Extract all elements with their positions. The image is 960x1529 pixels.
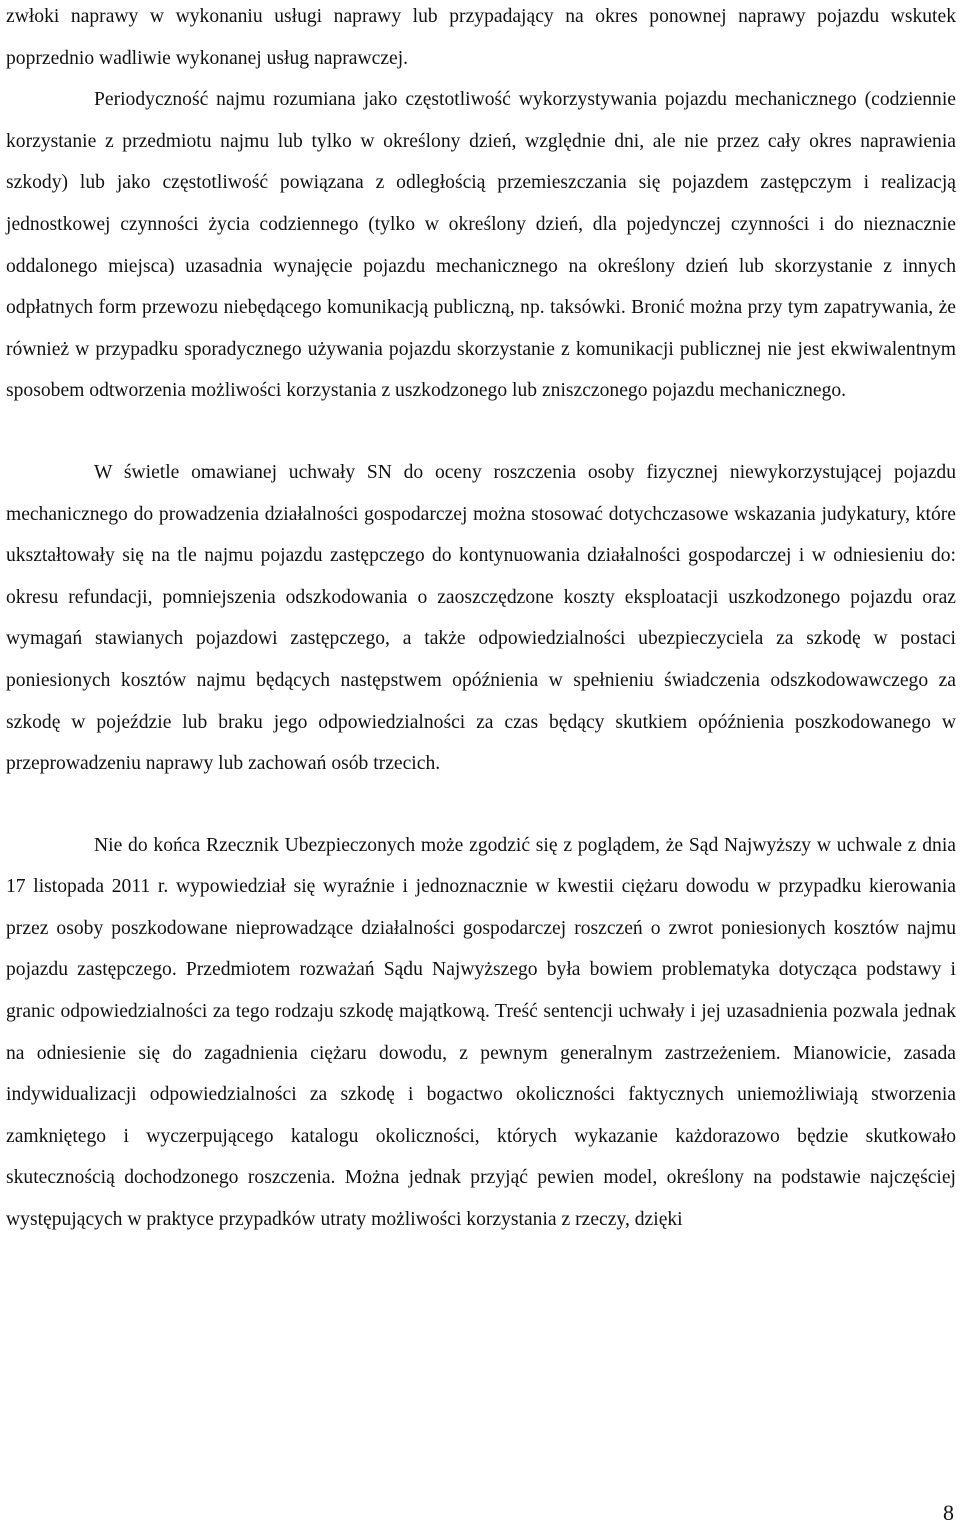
paragraph-ombudsman-opinion: Nie do końca Rzecznik Ubezpieczonych może zgodzić się z poglądem, że Sąd Najwyższy w uchwale z dnia 17 listopada 2011 r. wypowiedział się wyraźnie i jednoznacznie w kwestii ciężaru dowodu w przypadku kierowania przez osoby poszkodowane nieprowadzące działalności gospodarczej roszczeń o zwrot poniesionych kosztów najmu pojazdu zastępczego. Przedmiotem rozważań Sądu Najwyższego była bowiem problematyka dotycząca podstawy i granic odpowiedzialności za tego rodzaju szkodę majątkową. Treść sentencji uchwały i jej uzasadnienia pozwala jednak na odniesienie się do zagadnienia ciężaru dowodu, z pewnym generalnym zastrzeżeniem. Mianowicie, zasada indywidualizacji odpowiedzialności za szkodę i bogactwo okoliczności faktycznych uniemożliwiają stworzenia zamkniętego i wyczerpującego katalogu okoliczności, których wykazanie każdorazowo będzie skutkowało skutecznością dochodzonego roszczenia. Można jednak przyjąć pewien model, określony na podstawie najczęściej występujących w praktyce przypadków utraty możliwości korzystania z rzeczy, dzięki bbox=[6, 834, 956, 1231]
paragraph-periodicity: Periodyczność najmu rozumiana jako częstotliwość wykorzystywania pojazdu mechanicznego (codziennie korzystanie z przedmiotu najmu lub tylko w określony dzień, względnie dni, ale nie przez cały okres naprawienia szkody) lub jako częstotliwość powiązana z odległością przemieszczania się pojazdem zastępczym i realizacją jednostkowej czynności życia codziennego (tylko w określony dzień, dla pojedynczej czynności i do nieznacznie oddalonego miejsca) uzasadnia wynajęcie pojazdu mechanicznego na określony dzień lub skorzystanie z innych odpłatnych form przewozu niebędącego komunikacją publiczną, np. taksówki. Bronić można przy tym zapatrywania, że również w przypadku sporadycznego używania pojazdu skorzystanie z komunikacji publicznej nie jest ekwiwalentnym sposobem odtworzenia możliwości korzystania z uszkodzonego lub zniszczonego pojazdu mechanicznego. bbox=[6, 89, 956, 402]
document-page bbox=[6, 0, 956, 1241]
paragraph-supreme-court-resolution: W świetle omawianej uchwały SN do oceny roszczenia osoby fizycznej niewykorzystującej pojazdu mechanicznego do prowadzenia działalności gospodarczej można stosować dotychczasowe wskazania judykatury, które ukształtowały się na tle najmu pojazdu zastępczego do kontynuowania działalności gospodarczej i w odniesieniu do: okresu refundacji, pomniejszenia odszkodowania o zaoszczędzone koszty eksploatacji uszkodzonego pojazdu oraz wymagań stawianych pojazdowi zastępczego, a także odpowiedzialności ubezpieczyciela za szkodę w postaci poniesionych kosztów najmu będących następstwem opóźnienia w spełnieniu świadczenia odszkodowawczego za szkodę w pojeździe lub braku jego odpowiedzialności za czas będący skutkiem opóźnienia poszkodowanego w przeprowadzeniu naprawy lub zachowań osób trzecich. bbox=[6, 461, 956, 775]
page-number: 8 bbox=[943, 1500, 954, 1525]
paragraph-continuation: zwłoki naprawy w wykonaniu usługi naprawy lub przypadający na okres ponownej naprawy pojazdu wskutek poprzednio wadliwie wykonanej usług naprawczej. bbox=[6, 6, 956, 69]
